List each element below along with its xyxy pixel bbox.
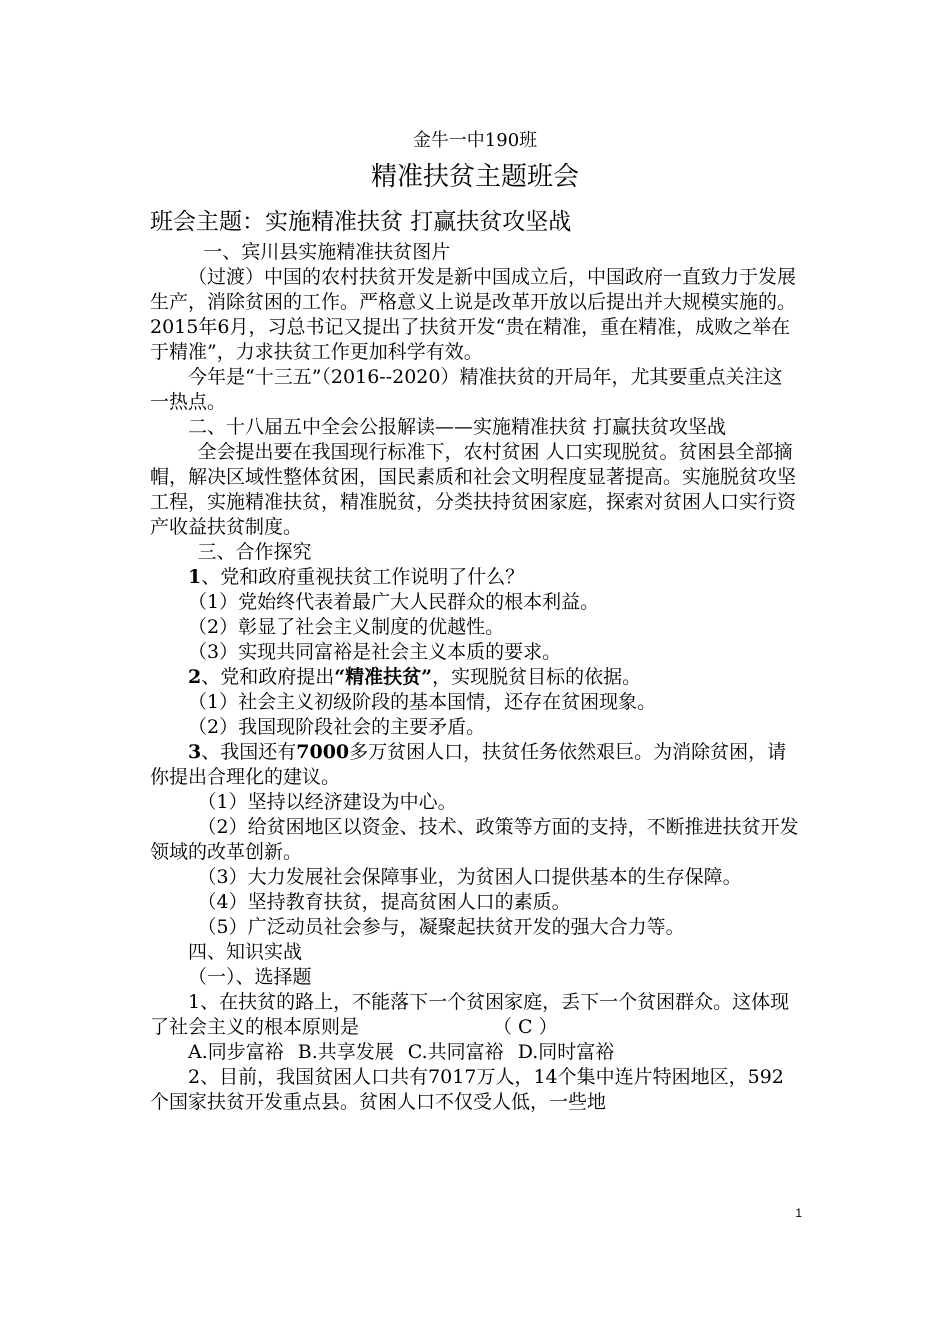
answer-item: （3）实现共同富裕是社会主义本质的要求。 <box>188 641 562 663</box>
option-c: C.共同富裕 <box>407 1041 504 1063</box>
section1-heading: 一、宾川县实施精准扶贫图片 <box>203 241 451 263</box>
answer-item: （2）给贫困地区以资金、技术、政策等方面的支持，不断推进扶贫开发领域的改革创新。 <box>150 816 799 863</box>
answer-item: （2）彰显了社会主义制度的优越性。 <box>188 616 505 638</box>
section4-subheading: （一）、选择题 <box>188 966 312 988</box>
section4-heading: 四、知识实战 <box>188 941 303 963</box>
section3-heading: 三、合作探究 <box>197 541 312 563</box>
meeting-theme: 班会主题：实施精准扶贫 打赢扶贫攻坚战 <box>150 209 572 235</box>
option-d: D.同时富裕 <box>517 1041 615 1063</box>
answer-key: （ C ） <box>493 1016 558 1038</box>
answer-item: （4）坚持教育扶贫，提高贫困人口的素质。 <box>197 891 571 913</box>
answer-item: （1）党始终代表着最广大人民群众的根本利益。 <box>188 591 600 613</box>
answer-item: （1）坚持以经济建设为中心。 <box>197 791 457 813</box>
section1-paragraph: （过渡）中国的农村扶贫开发是新中国成立后，中国政府一直致力于发展生产，消除贫困的工作。严格意义上说是改革开放以后提出并大规模实施的。2015年6月，习总书记又提出了扶贫开发“贵在精准，重在精准，成败之举在于精准”，力求扶贫工作更加科学有效。 <box>150 266 797 363</box>
document-body <box>150 128 800 1115</box>
option-b: B.共享发展 <box>297 1041 394 1063</box>
section1-paragraph: 今年是“十三五”（2016--2020）精准扶贫的开局年，尤其要重点关注这一热点。 <box>150 366 783 413</box>
answer-item: （1）社会主义初级阶段的基本国情，还存在贫困现象。 <box>188 691 657 713</box>
answer-item: （3）大力发展社会保障事业，为贫困人口提供基本的生存保障。 <box>197 866 742 888</box>
choice-question-1: 1、在扶贫的路上，不能落下一个贫困家庭，丢下一个贫困群众。这体现了社会主义的根本原则是 （ C ） <box>150 991 790 1038</box>
option-a: A.同步富裕 <box>188 1041 284 1063</box>
choice-question-2: 2、目前，我国贫困人口共有7017万人，14个集中连片特困地区，592个国家扶贫开发重点县。贫困人口不仅受人低，一些地 <box>150 1066 784 1113</box>
answer-item: （5）广泛动员社会参与，凝聚起扶贫开发的强大合力等。 <box>197 916 685 938</box>
question-3: 3、我国还有7000多万贫困人口，扶贫任务依然艰巨。为消除贫困，请你提出合理化的建议。 <box>150 741 787 788</box>
question-1: 1、党和政府重视扶贫工作说明了什么？ <box>188 566 525 588</box>
question-2: 2、党和政府提出“精准扶贫”，实现脱贫目标的依据。 <box>188 666 642 688</box>
section2-paragraph: 全会提出要在我国现行标准下，农村贫困 人口实现脱贫。贫困县全部摘帽，解决区域性整体贫困，国民素质和社会文明程度显著提高。实施脱贫攻坚工程，实施精准扶贫，精准脱贫，分类扶持贫困家庭，探索对贫困人口实行资产收益扶贫制度。 <box>150 441 797 538</box>
page-title: 精准扶贫主题班会 <box>370 162 579 192</box>
page-number: 1 <box>795 1206 802 1220</box>
school-class: 金牛一中190班 <box>412 130 538 151</box>
answer-item: （2）我国现阶段社会的主要矛盾。 <box>188 716 486 738</box>
section2-heading: 二、十八届五中全会公报解读——实施精准扶贫 打赢扶贫攻坚战 <box>188 416 727 438</box>
choice-options <box>150 1040 800 1065</box>
